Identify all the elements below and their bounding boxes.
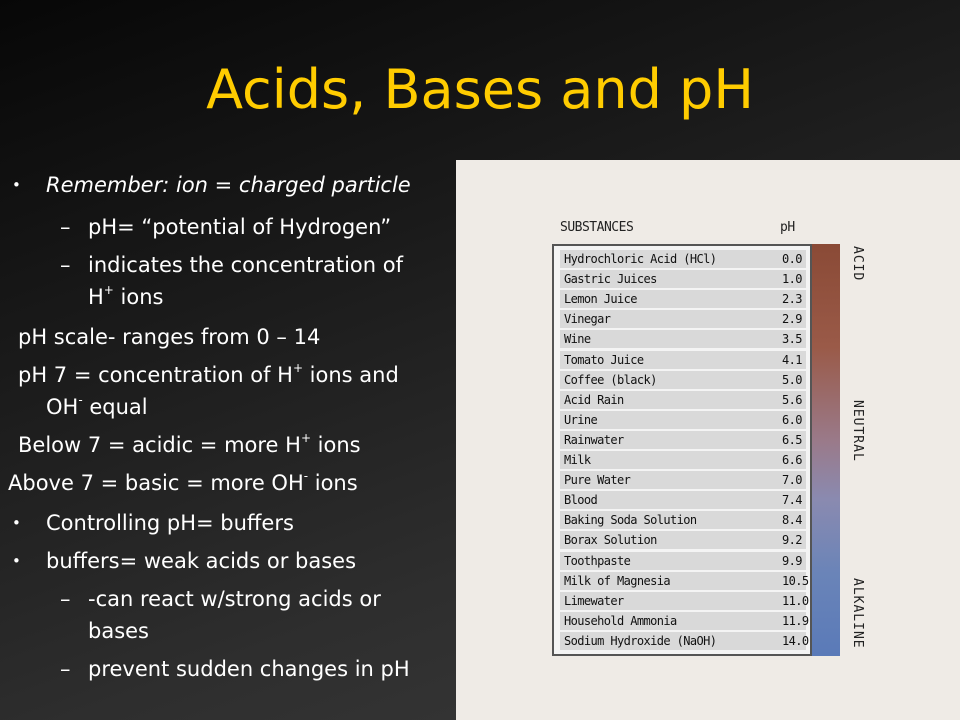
dash-marker: – (60, 657, 71, 681)
ph-value: 9.9 (782, 553, 802, 568)
substances-header: SUBSTANCES (560, 220, 634, 235)
table-row (560, 552, 806, 570)
table-row (560, 330, 806, 348)
table-row (560, 270, 806, 288)
table-row (560, 531, 806, 549)
dash-marker: – (60, 253, 71, 277)
ph-value: 6.5 (782, 432, 802, 447)
substance-name: Sodium Hydroxide (NaOH) (564, 633, 717, 648)
ph-value: 6.6 (782, 453, 802, 467)
ph-value: 2.9 (782, 312, 802, 327)
substance-name: Coffee (black) (564, 372, 657, 387)
substance-name: Gastric Juices (564, 272, 657, 287)
table-row (560, 451, 806, 469)
sub-bullet-text: -can react w/strong acids or (88, 587, 381, 611)
table-row (560, 431, 806, 449)
text-line (8, 470, 358, 497)
bullet-text: buffers= weak acids or bases (46, 549, 357, 573)
substance-name: Borax Solution (564, 533, 657, 548)
bullet-dot: • (12, 176, 21, 194)
text-fragment: H (88, 285, 104, 309)
table-row (560, 632, 809, 650)
text-line (18, 432, 361, 459)
substance-name: Limewater (564, 593, 624, 608)
ph-value: 0.0 (782, 252, 802, 266)
text-fragment: ions (311, 433, 361, 457)
superscript: + (103, 283, 114, 297)
ph-value: 11.0 (782, 593, 809, 608)
substance-name: Blood (564, 493, 598, 508)
table-row (560, 310, 806, 328)
substance-name: Wine (564, 332, 591, 347)
substance-name: Pure Water (564, 473, 631, 488)
substance-table (552, 244, 812, 656)
ph-value: 7.4 (782, 493, 802, 508)
ph-value: 10.5 (782, 573, 809, 588)
text-fragment: ions and (303, 363, 399, 387)
table-row (560, 351, 806, 369)
substance-name: Vinegar (564, 312, 611, 327)
dash-marker: – (60, 587, 71, 611)
table-row (560, 250, 806, 268)
table-row (560, 592, 809, 610)
sub-bullet-text: indicates the concentration of (88, 253, 403, 277)
text-fragment: OH (46, 395, 79, 419)
text-line-continuation (46, 394, 148, 421)
substance-name: Toothpaste (564, 553, 631, 568)
ph-value: 6.0 (782, 412, 802, 427)
substance-name: Household Ammonia (564, 613, 677, 628)
table-row (560, 511, 806, 529)
table-row (560, 371, 806, 389)
superscript: + (292, 361, 303, 375)
ph-header: pH (780, 220, 795, 235)
text-fragment: Below 7 = acidic = more H (18, 433, 301, 457)
ph-value: 4.1 (782, 352, 802, 367)
sub-bullet-continuation: bases (88, 619, 150, 643)
ph-value: 5.6 (782, 392, 802, 407)
ph-value: 1.0 (782, 272, 802, 287)
alkaline-label: ALKALINE (850, 578, 865, 649)
substance-name: Baking Soda Solution (564, 513, 697, 528)
sub-bullet-text: pH= “potential of Hydrogen” (88, 215, 392, 239)
table-row (560, 471, 806, 489)
sub-bullet-continuation (88, 284, 163, 311)
substance-name: Tomato Juice (564, 352, 644, 367)
ph-value: 14.0 (782, 633, 809, 648)
ph-value: 8.4 (782, 513, 802, 528)
dash-marker: – (60, 215, 71, 239)
substance-name: Lemon Juice (564, 292, 637, 307)
table-row (560, 491, 806, 509)
ph-gradient-bar (812, 244, 840, 656)
substance-name: Milk of Magnesia (564, 573, 670, 588)
bullet-text: Remember: ion = charged particle (46, 173, 411, 197)
substance-name: Rainwater (564, 432, 624, 447)
ph-value: 7.0 (782, 473, 802, 488)
text-fragment: ions (113, 285, 164, 309)
neutral-label: NEUTRAL (850, 400, 865, 462)
bullet-dot: • (12, 552, 21, 570)
ph-value: 9.2 (782, 533, 802, 548)
text-line: pH scale- ranges from 0 – 14 (18, 325, 321, 349)
table-row (560, 612, 809, 630)
substance-name: Acid Rain (564, 392, 624, 407)
text-fragment: Above 7 = basic = more OH (8, 471, 304, 495)
substance-name: Milk (564, 453, 591, 467)
table-row (560, 391, 806, 409)
ph-value: 5.0 (782, 372, 802, 387)
slide-title: Acids, Bases and pH (206, 58, 754, 121)
superscript: - (303, 469, 309, 483)
text-fragment: ions (308, 471, 358, 495)
substance-name: Urine (564, 412, 598, 427)
substance-name: Hydrochloric Acid (HCl) (564, 252, 717, 266)
superscript: - (78, 393, 83, 407)
ph-value: 3.5 (782, 332, 802, 347)
bullet-text: Controlling pH= buffers (46, 511, 294, 535)
sub-bullet-text: prevent sudden changes in pH (88, 657, 410, 681)
text-fragment: pH 7 = concentration of H (18, 363, 293, 387)
text-fragment: equal (82, 395, 148, 419)
text-line (18, 362, 399, 389)
superscript: + (300, 431, 311, 445)
ph-value: 11.9 (782, 613, 809, 628)
table-row (560, 290, 806, 308)
table-row (560, 572, 809, 590)
ph-chart-panel (456, 160, 960, 720)
ph-value: 2.3 (782, 292, 802, 307)
acid-label: ACID (850, 246, 865, 282)
table-row (560, 411, 806, 429)
bullet-dot: • (12, 514, 21, 532)
